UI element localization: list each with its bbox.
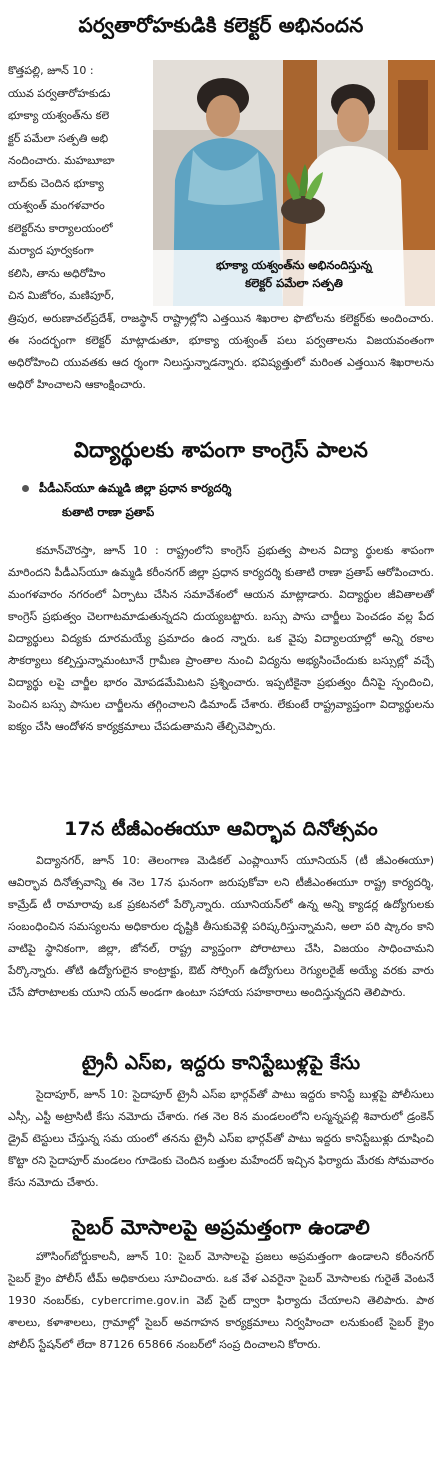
caption-line-2: కలెక్టర్ పమేలా సత్పతి: [245, 276, 343, 290]
lede-line: భూక్యా యశ్వంత్‌ను కలె: [8, 109, 110, 122]
article-2-headline: విద్యార్థులకు శాపంగా కాంగ్రెస్ పాలన: [73, 438, 369, 462]
article-collector-felicitation: [0, 0, 442, 392]
subhead-line-1: పీడీఎస్‌యూ ఉమ్మడి జిల్లా ప్రధాన కార్యదర్శి: [39, 481, 232, 495]
lede-line: మర్యాద పూర్వకంగా: [8, 244, 94, 257]
lede-line: కొత్తపల్లి, జూన్ 10 :: [8, 64, 94, 77]
lede-line: యశ్వంత్ మంగళవారం: [8, 199, 105, 212]
caption-line-1: భూక్యా యశ్వంత్‌ను అభినందిస్తున్న: [216, 258, 372, 272]
article-1-headline: పర్వతారోహకుడికి కలెక్టర్ అభినందన: [78, 13, 364, 37]
article-tgmeu-day: [0, 812, 442, 1042]
subhead-line-2: కుతాటి రాణా ప్రతాప్: [62, 505, 155, 519]
subhead-row: [22, 476, 432, 500]
photo-caption: [153, 250, 435, 306]
lede-line: చిన మిజోరం, మణిపూర్,: [8, 289, 115, 302]
lede-line: క్టర్ పమేలా సత్పతి అభి: [8, 131, 109, 145]
article-3-headline: 17న టీజీఎంఈయూ ఆవిర్భావ దినోత్సవం: [64, 818, 378, 840]
article-5-body: హౌసింగ్‌బోర్డుకాలనీ, జూన్ 10: సైబర్ మోసాలపై ప్రజలు అప్రమత్తంగా ఉండాలని కరీంనగర్ సైబర్ క్రైం పోలీస్ టీమ్ అధికారులు సూచించారు. ఒక వేళ ఎవరైనా సైబర్ మోసాలకు గురైతే వెంటనే 1930 నంబర్‌కు, cybercrime.gov.in వెబ్ సైట్ ద్వారా ఫిర్యాదు చేయాలని తెలిపారు. పాఠ శాలలు, కళాశాలలు, గ్రామాల్లో సైబర్ అవగాహన కార్యక్రమాలు నిర్వహించా లనుకుంటే సైబర్ క్రైం పోలీస్ స్టేషన్‌లో లేదా 87126 65866 నంబర్‌లో సంప్ర దించాలని కోరారు.: [8, 1250, 434, 1351]
lede-line: కలెక్టర్‌ను కార్యాలయంలో: [8, 221, 113, 235]
lede-line: యువ పర్వతారోహకుడు: [8, 86, 111, 100]
article-4-body: సైదాపూర్, జూన్ 10: సైదాపూర్ ట్రైనీ ఎస్ఐ భార్గవ్‌తో పాటు ఇద్దరు కానిస్టే బుళ్లపై పోలీసులు ఎస్సీ, ఎస్టీ అట్రాసిటీ కేసు నమోదు చేశారు. గత నెల 8న మండలంలోని లస్మన్నపల్లి శివారులో డ్రంకెన్ డ్రైవ్ టెస్టులు చేస్తున్న సమ యంలో తనను ట్రైనీ ఎస్ఐ భార్గవ్‌తో పాటు ఇద్దరు కానిస్టేబుళ్లు దూషించి కొట్టా రని సైదాపూర్ మండలం గూడెంకు చెందిన బత్తుల మహేందర్ ఇచ్చిన ఫిర్యాదు మేరకు సోమవారం కేసు నమోదు చేశారు.: [8, 1088, 434, 1189]
article-1-lede: [8, 60, 150, 308]
lede-line: నందించారు. మహబూబా: [8, 154, 115, 167]
article-congress-rule: [0, 430, 442, 802]
article-3-body: విద్యానగర్, జూన్ 10: తెలంగాణ మెడికల్ ఎంప్లాయీస్ యూనియన్ (టీ జీఎంఈయూ) ఆవిర్భావ దినోత్సవాన్ని ఈ నెల 17న ఘనంగా జరుపుకోవా లని టీజీఎంఈయూ రాష్ట్ర కార్యదర్శి, కామ్రేడ్ టీ రామారావు ఒక ప్రకటనలో పేర్కొన్నారు. యూనియన్‌లో ఉన్న అన్ని క్యాడర్ల ఉద్యోగులకు సంబంధించిన సమస్యలను అధికారుల దృష్టికి తీసుకువెళ్లి పరిష్కరిస్తున్నామని, అలా పరి ష్కారం కాని వాటిపై స్థానికంగా, జిల్లా, జోనల్, రాష్ట్ర వ్యాప్తంగా పోరాటాలు చేసి, విజయం సాధించామని పేర్కొన్నారు. తోటి ఉద్యోగులైన కాంట్రాక్టు, ఔట్ సోర్సింగ్ ఉద్యోగులు రెగ్యులరైజ్ అయ్యే వరకు వారు చేసే పోరాటాలకు యూని యన్ అండగా ఉంటూ సహాయ సహకారాలు అందిస్తున్నదని తెలిపారు.: [8, 854, 434, 999]
lede-line: కలిసి, తాను అధిరోహిం: [8, 266, 106, 280]
article-4-headline: ట్రైనీ ఎస్ఐ, ఇద్దరు కానిస్టేబుళ్లపై కేసు: [81, 1052, 361, 1074]
article-1-body: త్రిపుర, అరుణాచల్‌ప్రదేశ్, రాజస్థాన్ రాష్ట్రాల్లోని ఎత్తయిన శిఖరాల ఫొటోలను కలెక్టర్‌కు అందించారు. ఈ సందర్భంగా కలెక్టర్ మాట్లాడుతూ, భూక్యా యశ్వంత్ పలు పర్వతాలను విజయవంతంగా అధిరోహించి యువతకు ఆద ర్శంగా నిలుస్తున్నాడన్నారు. భవిష్యత్తులో మరింత ఎత్తయిన శిఖరాలను అధిరో హించాలని ఆకాంక్షించారు.: [8, 312, 434, 391]
article-5-headline: సైబర్ మోసాలపై అప్రమత్తంగా ఉండాలి: [71, 1215, 371, 1239]
article-trainee-si-case: [0, 1048, 442, 1208]
article-cyber-fraud: [0, 1212, 442, 1452]
article-2-body: కమాన్‌చౌరస్తా, జూన్ 10 : రాష్ట్రంలోని కాంగ్రెస్ ప్రభుత్వ పాలన విద్యా ర్థులకు శాపంగా మారిందని పీడీఎస్‌యూ ఉమ్మడి కరీంనగర్ జిల్లా ప్రధాన కార్యదర్శి కుతాటి రాణా ప్రతాప్ ఆరోపించారు. మంగళవారం నగరంలో ఏర్పాటు చేసిన సమావేశంలో ఆయన మాట్లాడారు. విద్యార్థుల జీవితాలతో కాంగ్రెస్ ప్రభుత్వం చెలగాటమాడుతున్నదని దుయ్యబట్టారు. బస్సు పాసు చార్జీలు పెంచడం వల్ల పేద విద్యార్థులు విద్యకు దూరమయ్యే ప్రమాదం ఉంద న్నారు. ఒక వైపు విద్యాలయాల్లో అన్ని రకాల సౌకర్యాలు కల్పిస్తున్నామంటూనే గ్రామీణ ప్రాంతాల నుంచి విద్యను అభ్యసించేందుకు బస్సుల్లో వచ్చే విద్యార్థు లపై చార్జీల భారం మోపడమేమిటని ప్రశ్నించారు. ఇప్పటికైనా ప్రభుత్వం దీనిపై స్పందించి, పెంచిన బస్సు పాసుల చార్జీలను తగ్గించాలని డిమాండ్ చేశారు. లేకుంటే రాష్ట్రవ్యాప్తంగా విద్యార్థులను ఐక్యం చేసి ఆందోళన కార్యక్రమాలు చేపడుతామని తేల్చిచెప్పారు.: [8, 544, 434, 733]
bullet-icon: [22, 485, 29, 492]
article-2-subhead: [22, 476, 432, 524]
lede-line: బాద్‌కు చెందిన భూక్యా: [8, 176, 104, 190]
felicitation-photo: [153, 60, 435, 306]
